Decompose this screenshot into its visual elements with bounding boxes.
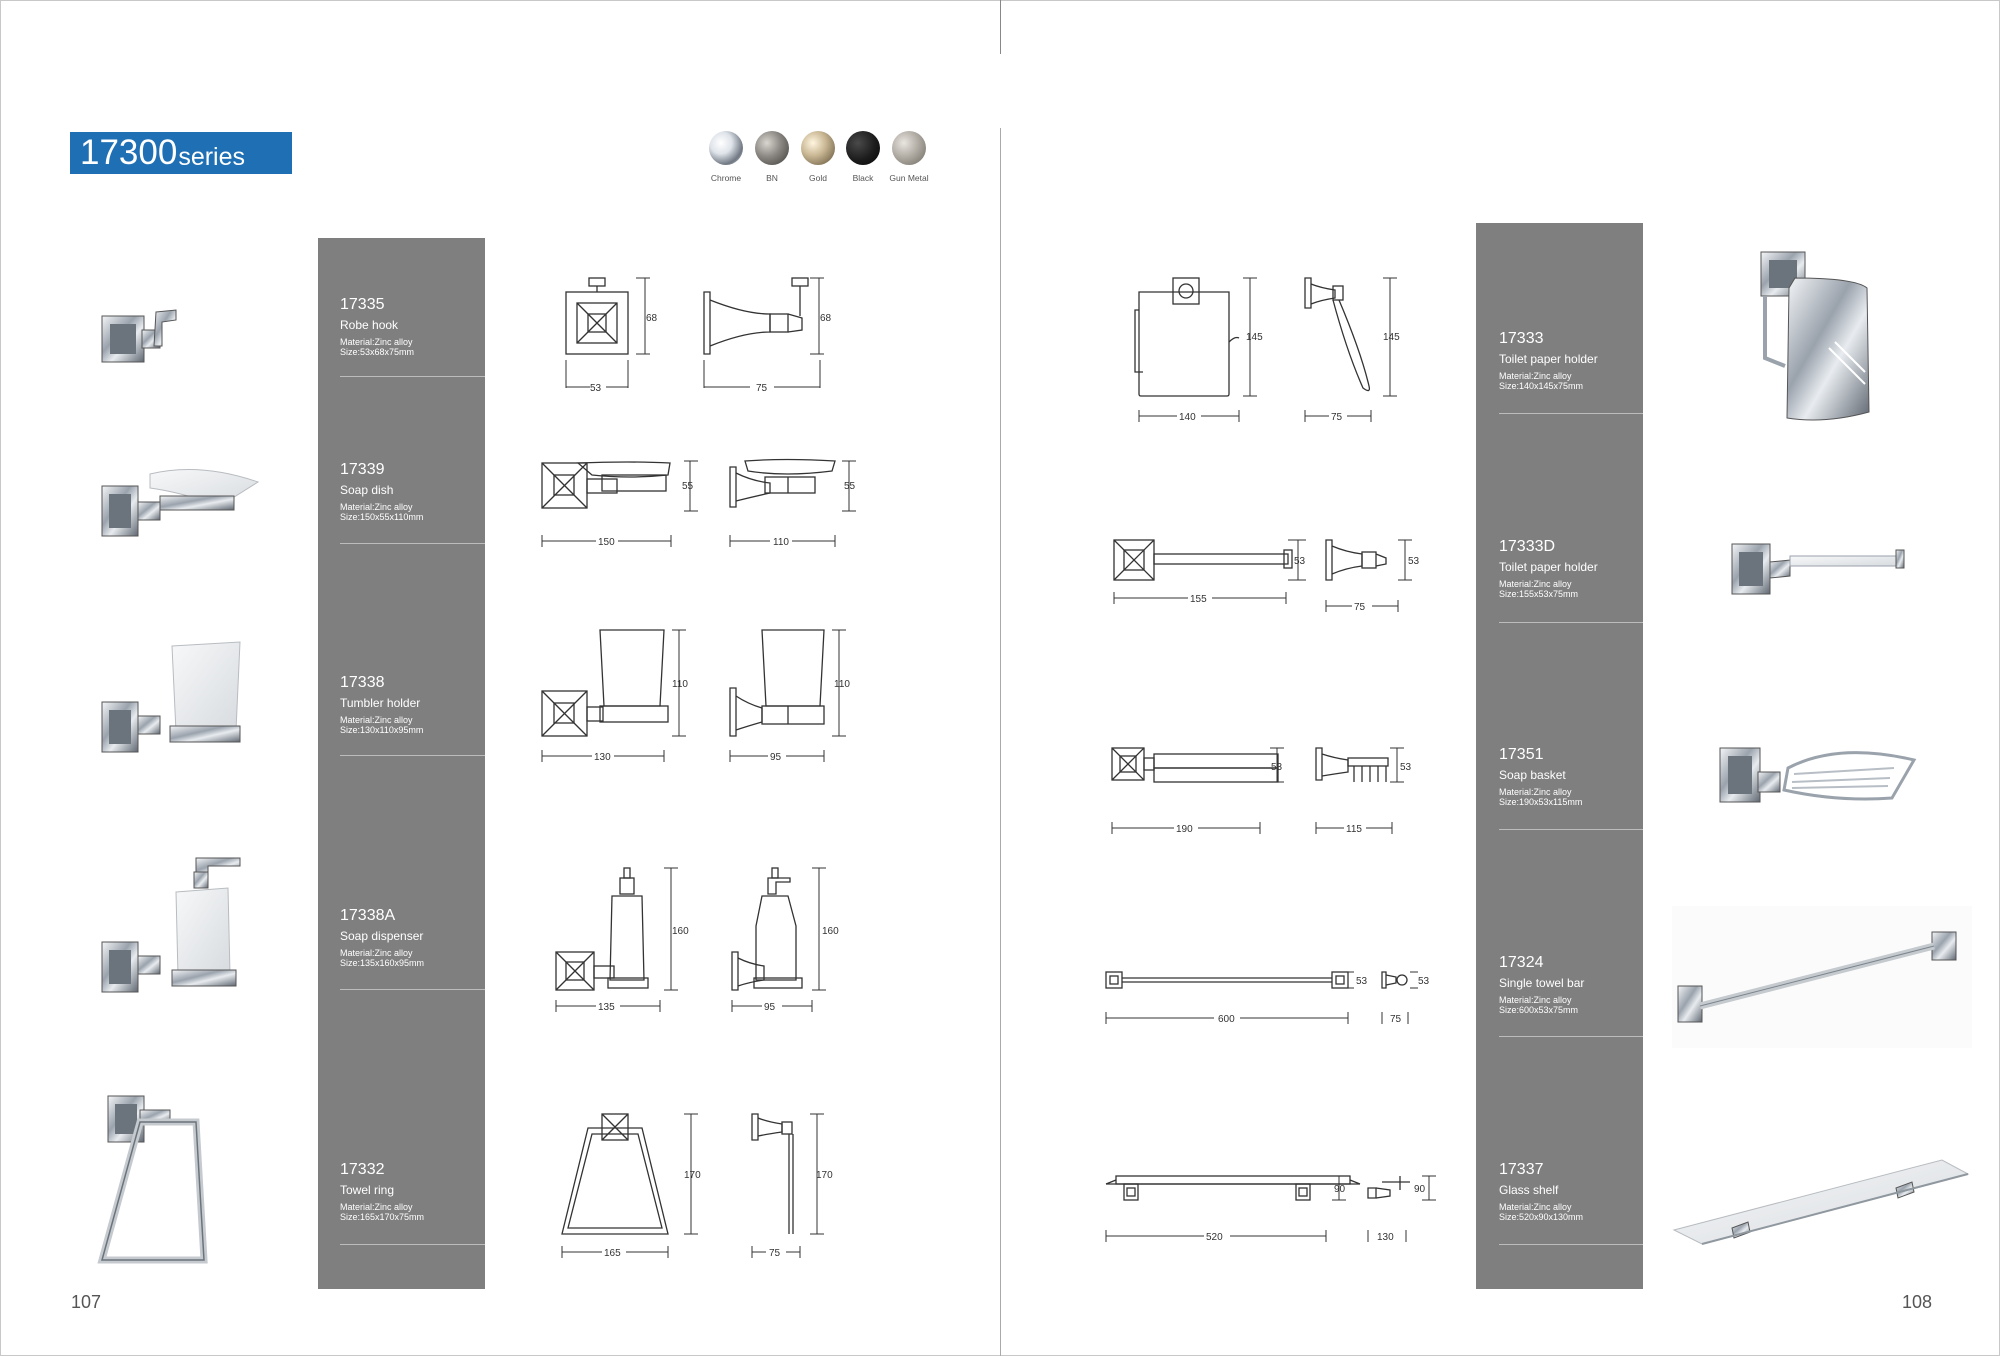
product-size: Size:140x145x75mm (1499, 381, 1584, 391)
dim-depth: 75 (756, 383, 768, 394)
product-info-17324 (1499, 954, 1649, 1015)
dim-depth: 115 (1346, 824, 1362, 835)
series-number: 17300 (80, 133, 178, 172)
photo-17337-glass-shelf (1672, 1148, 1972, 1248)
photo-17332-towel-ring (100, 1094, 210, 1264)
finish-label: Black (852, 173, 874, 183)
product-code: 17338A (340, 907, 396, 924)
product-code: 17324 (1499, 954, 1544, 971)
product-size: Size:155x53x75mm (1499, 589, 1579, 599)
finish-swatch-black (846, 131, 880, 165)
finish-label: Gold (809, 173, 827, 183)
product-code: 17332 (340, 1161, 385, 1178)
product-size: Size:190x53x115mm (1499, 797, 1583, 807)
product-code: 17339 (340, 461, 385, 478)
product-name: Toilet paper holder (1499, 352, 1598, 366)
dim-height: 53 (1418, 976, 1430, 987)
product-code: 17338 (340, 674, 385, 691)
product-info-17333 (1499, 330, 1649, 391)
finish-label: Gun Metal (889, 173, 929, 183)
product-name: Toilet paper holder (1499, 560, 1598, 574)
photo-17335-robe-hook (100, 306, 190, 376)
dim-height: 110 (834, 679, 850, 690)
dim-height: 160 (822, 926, 839, 937)
divider (340, 376, 485, 377)
product-size: Size:130x110x95mm (340, 725, 424, 735)
series-title (70, 132, 292, 174)
spine-line (1000, 0, 1001, 54)
divider (340, 1244, 485, 1245)
dim-width: 135 (598, 1002, 615, 1013)
product-code: 17333 (1499, 330, 1544, 347)
dim-height: 90 (1334, 1184, 1346, 1195)
photo-17338a-soap-dispenser (100, 856, 250, 1006)
drawing-17333-toilet-paper-holder (1125, 272, 1445, 432)
dim-width: 130 (594, 752, 611, 763)
product-info-17339 (340, 461, 490, 522)
product-name: Glass shelf (1499, 1183, 1559, 1197)
dim-height-x: 190 (1176, 824, 1193, 835)
product-material: Material:Zinc alloy (1499, 995, 1572, 1005)
drawing-17335-robe-hook (540, 270, 860, 400)
product-name: Tumbler holder (340, 696, 421, 710)
photo-17333d-toilet-paper-holder (1730, 540, 1910, 600)
dim-height: 53 (1294, 556, 1306, 567)
photo-17339-soap-dish (100, 462, 265, 542)
dim-height: 160 (672, 926, 689, 937)
product-name: Soap basket (1499, 768, 1566, 782)
dim-width: 150 (598, 537, 615, 548)
page-number-right: 108 (1902, 1292, 1933, 1312)
dim-height: 145 (1246, 332, 1263, 343)
dim-height: 145 (1383, 332, 1400, 343)
product-material: Material:Zinc alloy (340, 715, 413, 725)
product-name: Towel ring (340, 1183, 395, 1197)
product-code: 17337 (1499, 1161, 1544, 1178)
left-info-band (318, 238, 485, 1289)
drawing-17324-single-towel-bar (1100, 964, 1440, 1044)
product-material: Material:Zinc alloy (340, 337, 413, 347)
product-code: 17335 (340, 296, 385, 313)
dim-width: 520 (1206, 1232, 1223, 1243)
drawing-17333d-toilet-paper-holder (1110, 536, 1440, 636)
photo-17338-tumbler-holder (100, 640, 250, 760)
spine-line (1000, 128, 1001, 1356)
finish-swatch-gun-metal (892, 131, 926, 165)
product-material: Material:Zinc alloy (1499, 579, 1572, 589)
finish-swatch-gold (801, 131, 835, 165)
dim-height: 90 (1414, 1184, 1426, 1195)
divider (1499, 1036, 1643, 1037)
dim-depth: 110 (773, 537, 789, 548)
series-suffix: series (178, 143, 246, 171)
dim-width: 600 (1218, 1014, 1235, 1025)
divider (340, 989, 485, 990)
product-material: Material:Zinc alloy (340, 948, 413, 958)
finish-label: Chrome (710, 173, 742, 183)
dim-height: 68 (820, 313, 832, 324)
photo-17324-single-towel-bar (1672, 906, 1972, 1048)
dim-height: 68 (646, 313, 658, 324)
finish-swatch-bn (755, 131, 789, 165)
dim-height: 170 (684, 1170, 701, 1181)
divider (340, 755, 485, 756)
product-info-17332 (340, 1161, 490, 1222)
drawing-17338a-soap-dispenser (550, 866, 860, 1026)
dim-height: 55 (682, 481, 694, 492)
dim-height: 53 (1271, 762, 1283, 773)
dim-height: 170 (816, 1170, 833, 1181)
product-size: Size:53x68x75mm (340, 347, 415, 357)
drawing-17338-tumbler-holder (540, 628, 860, 768)
dim-depth: 130 (1377, 1232, 1394, 1243)
drawing-17337-glass-shelf (1100, 1168, 1440, 1258)
product-info-17333d (1499, 538, 1649, 599)
product-name: Single towel bar (1499, 976, 1585, 990)
drawing-17339-soap-dish (540, 455, 860, 555)
dim-depth: 95 (764, 1002, 776, 1013)
dim-width: 165 (604, 1248, 621, 1259)
photo-17351-soap-basket (1718, 738, 1918, 818)
divider (1499, 1244, 1643, 1245)
product-name: Soap dispenser (340, 929, 424, 943)
finish-swatch-chrome (709, 131, 743, 165)
photo-17333-toilet-paper-holder (1745, 248, 1875, 428)
dim-depth: 95 (770, 752, 782, 763)
dim-height: 53 (1408, 556, 1420, 567)
divider (1499, 413, 1643, 414)
product-material: Material:Zinc alloy (340, 502, 413, 512)
product-info-17337 (1499, 1161, 1649, 1222)
dim-depth: 75 (1354, 602, 1366, 613)
product-info-17351 (1499, 746, 1649, 807)
product-info-17335 (340, 296, 490, 357)
dim-width: 140 (1179, 412, 1196, 423)
dim-width: 155 (1190, 594, 1207, 605)
divider (1499, 829, 1643, 830)
product-name: Robe hook (340, 318, 399, 332)
product-material: Material:Zinc alloy (340, 1202, 413, 1212)
dim-height: 110 (672, 679, 688, 690)
dim-height: 55 (844, 481, 856, 492)
dim-depth: 75 (1390, 1014, 1402, 1025)
dim-height: 53 (1356, 976, 1368, 987)
product-material: Material:Zinc alloy (1499, 371, 1572, 381)
page-number-left: 107 (71, 1292, 102, 1312)
product-size: Size:165x170x75mm (340, 1212, 425, 1222)
dim-depth: 75 (769, 1248, 781, 1259)
dim-width: 53 (590, 383, 602, 394)
drawing-17332-towel-ring (560, 1110, 860, 1270)
finish-label: BN (766, 173, 778, 183)
product-name: Soap dish (340, 483, 394, 497)
divider (1499, 622, 1643, 623)
product-size: Size:600x53x75mm (1499, 1005, 1579, 1015)
dim-height: 53 (1400, 762, 1412, 773)
product-code: 17351 (1499, 746, 1544, 763)
product-info-17338 (340, 674, 490, 735)
drawing-17351-soap-basket (1108, 744, 1438, 844)
product-size: Size:150x55x110mm (340, 512, 424, 522)
divider (340, 543, 485, 544)
dim-depth: 75 (1331, 412, 1343, 423)
product-size: Size:520x90x130mm (1499, 1212, 1584, 1222)
product-code: 17333D (1499, 538, 1556, 555)
product-material: Material:Zinc alloy (1499, 787, 1572, 797)
product-material: Material:Zinc alloy (1499, 1202, 1572, 1212)
product-size: Size:135x160x95mm (340, 958, 425, 968)
product-info-17338a (340, 907, 490, 968)
